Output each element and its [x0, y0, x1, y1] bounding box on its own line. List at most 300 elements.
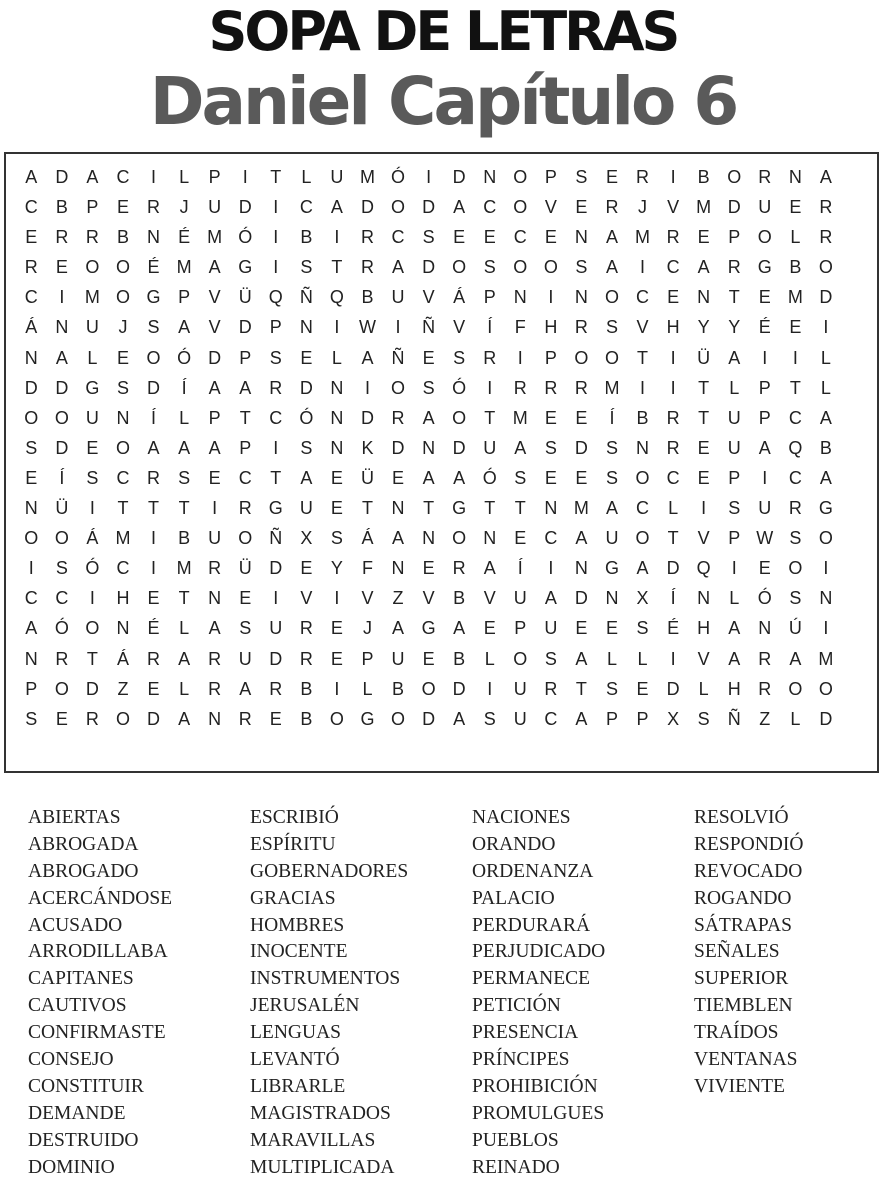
grid-cell[interactable]: G — [818, 498, 833, 519]
grid-cell[interactable]: B — [697, 167, 710, 187]
grid-cell[interactable]: A — [208, 377, 221, 398]
grid-cell[interactable]: E — [55, 708, 68, 729]
grid-cell[interactable]: Ñ — [727, 708, 741, 729]
grid-cell[interactable]: D — [422, 708, 436, 729]
grid-cell[interactable]: F — [361, 558, 373, 579]
grid-cell[interactable]: E — [514, 528, 527, 549]
grid-cell[interactable]: C — [513, 227, 527, 248]
grid-cell[interactable]: O — [391, 377, 406, 398]
grid-cell[interactable]: A — [453, 708, 466, 729]
grid-cell[interactable]: T — [361, 498, 373, 519]
grid-cell[interactable]: A — [728, 648, 741, 669]
grid-cell[interactable]: S — [25, 708, 38, 729]
grid-cell[interactable]: L — [698, 678, 709, 699]
grid-cell[interactable]: R — [666, 227, 680, 248]
grid-cell[interactable]: R — [452, 558, 466, 579]
grid-cell[interactable]: R — [666, 407, 680, 428]
grid-cell[interactable]: P — [728, 227, 741, 248]
grid-cell[interactable]: É — [178, 227, 191, 248]
grid-cell[interactable]: C — [483, 197, 497, 218]
grid-cell[interactable]: E — [25, 227, 38, 248]
grid-cell[interactable]: A — [239, 678, 252, 699]
grid-cell[interactable]: E — [300, 347, 313, 368]
grid-cell[interactable]: I — [548, 287, 554, 308]
grid-cell[interactable]: L — [729, 588, 740, 609]
grid-cell[interactable]: U — [299, 498, 313, 519]
grid-cell[interactable]: E — [147, 588, 160, 609]
grid-cell[interactable]: I — [823, 317, 829, 338]
grid-cell[interactable]: C — [544, 708, 558, 729]
grid-cell[interactable]: P — [25, 678, 38, 699]
grid-cell[interactable]: E — [544, 467, 557, 488]
grid-cell[interactable]: L — [729, 377, 740, 398]
grid-cell[interactable]: I — [212, 498, 218, 519]
grid-cell[interactable]: B — [453, 588, 466, 609]
grid-cell[interactable]: Q — [329, 287, 344, 308]
grid-cell[interactable]: L — [790, 227, 801, 248]
grid-cell[interactable]: S — [86, 467, 99, 488]
grid-cell[interactable]: E — [483, 618, 496, 639]
grid-cell[interactable]: S — [453, 347, 466, 368]
grid-cell[interactable]: A — [208, 437, 221, 458]
grid-cell[interactable]: P — [239, 347, 252, 368]
grid-cell[interactable]: U — [605, 528, 619, 549]
grid-cell[interactable]: C — [788, 467, 802, 488]
grid-cell[interactable]: A — [453, 618, 466, 639]
grid-cell[interactable]: N — [330, 407, 344, 428]
grid-cell[interactable]: V — [453, 317, 466, 338]
grid-cell[interactable]: N — [24, 347, 38, 368]
grid-cell[interactable]: R — [544, 678, 558, 699]
grid-cell[interactable]: I — [89, 498, 95, 519]
grid-cell[interactable]: P — [514, 618, 527, 639]
grid-cell[interactable]: T — [575, 678, 587, 699]
grid-cell[interactable]: P — [758, 377, 771, 398]
grid-cell[interactable]: I — [640, 377, 646, 398]
grid-cell[interactable]: U — [727, 437, 741, 458]
grid-cell[interactable]: M — [635, 227, 651, 248]
grid-cell[interactable]: É — [147, 618, 160, 639]
grid-cell[interactable]: E — [605, 618, 618, 639]
grid-cell[interactable]: G — [604, 558, 619, 579]
grid-cell[interactable]: O — [513, 197, 528, 218]
grid-cell[interactable]: N — [758, 618, 772, 639]
grid-cell[interactable]: S — [789, 528, 802, 549]
grid-cell[interactable]: V — [636, 317, 649, 338]
grid-cell[interactable]: T — [86, 648, 98, 669]
grid-cell[interactable]: Í — [151, 407, 157, 428]
grid-cell[interactable]: O — [54, 407, 69, 428]
grid-cell[interactable]: T — [178, 588, 190, 609]
grid-cell[interactable]: I — [762, 347, 768, 368]
grid-cell[interactable]: T — [239, 407, 251, 428]
grid-cell[interactable]: R — [238, 498, 252, 519]
grid-cell[interactable]: O — [452, 257, 467, 278]
grid-cell[interactable]: E — [697, 227, 710, 248]
grid-cell[interactable]: O — [818, 528, 833, 549]
grid-cell[interactable]: S — [544, 648, 557, 669]
grid-cell[interactable]: D — [422, 197, 436, 218]
grid-cell[interactable]: O — [635, 467, 650, 488]
grid-cell[interactable]: E — [758, 558, 771, 579]
grid-cell[interactable]: N — [147, 227, 161, 248]
grid-cell[interactable]: M — [115, 528, 131, 549]
grid-cell[interactable]: G — [452, 498, 467, 519]
grid-cell[interactable]: T — [667, 528, 679, 549]
grid-cell[interactable]: S — [147, 317, 160, 338]
grid-cell[interactable]: R — [360, 227, 374, 248]
grid-cell[interactable]: R — [636, 167, 650, 187]
grid-cell[interactable]: D — [208, 347, 222, 368]
grid-cell[interactable]: A — [605, 498, 618, 519]
grid-cell[interactable]: R — [819, 197, 833, 218]
grid-cell[interactable]: T — [728, 287, 740, 308]
grid-cell[interactable]: L — [484, 648, 495, 669]
grid-cell[interactable]: O — [238, 528, 253, 549]
grid-cell[interactable]: B — [55, 197, 68, 218]
grid-cell[interactable]: R — [727, 257, 741, 278]
grid-cell[interactable]: A — [605, 257, 618, 278]
grid-cell[interactable]: É — [147, 257, 160, 278]
grid-cell[interactable]: D — [55, 167, 69, 187]
grid-cell[interactable]: B — [300, 227, 313, 248]
grid-cell[interactable]: A — [544, 588, 557, 609]
grid-cell[interactable]: O — [115, 287, 130, 308]
grid-cell[interactable]: E — [789, 317, 802, 338]
grid-cell[interactable]: A — [758, 437, 771, 458]
grid-cell[interactable]: L — [606, 648, 617, 669]
grid-cell[interactable]: T — [514, 498, 526, 519]
grid-cell[interactable]: A — [636, 558, 649, 579]
grid-cell[interactable]: U — [513, 678, 527, 699]
grid-cell[interactable]: E — [55, 257, 68, 278]
grid-cell[interactable]: A — [422, 407, 435, 428]
grid-cell[interactable]: J — [179, 197, 189, 218]
grid-cell[interactable]: S — [636, 618, 649, 639]
grid-cell[interactable]: T — [698, 407, 710, 428]
grid-cell[interactable]: N — [636, 437, 650, 458]
grid-cell[interactable]: H — [697, 618, 711, 639]
grid-cell[interactable]: M — [604, 377, 620, 398]
grid-cell[interactable]: N — [574, 558, 588, 579]
grid-cell[interactable]: S — [116, 377, 129, 398]
grid-cell[interactable]: V — [483, 588, 496, 609]
grid-cell[interactable]: T — [789, 377, 801, 398]
grid-cell[interactable]: R — [544, 377, 558, 398]
grid-cell[interactable]: V — [422, 287, 435, 308]
grid-cell[interactable]: E — [208, 467, 221, 488]
grid-cell[interactable]: Í — [609, 407, 615, 428]
grid-cell[interactable]: E — [116, 197, 129, 218]
grid-cell[interactable]: S — [575, 257, 588, 278]
grid-cell[interactable]: J — [118, 317, 128, 338]
grid-cell[interactable]: U — [758, 498, 772, 519]
grid-cell[interactable]: I — [426, 167, 432, 187]
grid-cell[interactable]: E — [636, 678, 649, 699]
grid-cell[interactable]: E — [575, 197, 588, 218]
grid-cell[interactable]: E — [330, 648, 343, 669]
grid-cell[interactable]: G — [146, 287, 161, 308]
grid-cell[interactable]: E — [697, 437, 710, 458]
grid-cell[interactable]: C — [24, 287, 38, 308]
grid-cell[interactable]: Y — [697, 317, 710, 338]
grid-cell[interactable]: R — [391, 407, 405, 428]
grid-cell[interactable]: D — [666, 558, 680, 579]
grid-cell[interactable]: U — [391, 648, 405, 669]
grid-cell[interactable]: Ñ — [299, 287, 313, 308]
grid-cell[interactable]: R — [299, 618, 313, 639]
grid-cell[interactable]: I — [273, 437, 279, 458]
grid-cell[interactable]: C — [116, 167, 130, 187]
grid-cell[interactable]: A — [147, 437, 160, 458]
grid-cell[interactable]: R — [758, 167, 772, 187]
grid-cell[interactable]: E — [330, 618, 343, 639]
grid-cell[interactable]: I — [487, 377, 493, 398]
grid-cell[interactable]: A — [392, 257, 405, 278]
grid-cell[interactable]: O — [146, 347, 161, 368]
grid-cell[interactable]: I — [273, 197, 279, 218]
grid-cell[interactable]: P — [758, 407, 771, 428]
grid-cell[interactable]: A — [728, 347, 741, 368]
grid-cell[interactable]: U — [85, 407, 99, 428]
grid-cell[interactable]: E — [147, 678, 160, 699]
grid-cell[interactable]: S — [483, 257, 496, 278]
grid-cell[interactable]: N — [513, 287, 527, 308]
grid-cell[interactable]: S — [239, 618, 252, 639]
grid-cell[interactable]: N — [116, 407, 130, 428]
grid-cell[interactable]: I — [334, 678, 340, 699]
grid-cell[interactable]: O — [54, 678, 69, 699]
grid-cell[interactable]: I — [792, 347, 798, 368]
grid-cell[interactable]: E — [544, 407, 557, 428]
grid-cell[interactable]: D — [391, 437, 405, 458]
grid-cell[interactable]: S — [330, 528, 343, 549]
grid-cell[interactable]: Ú — [788, 618, 802, 639]
grid-cell[interactable]: A — [25, 618, 38, 639]
grid-cell[interactable]: Á — [86, 528, 99, 549]
grid-cell[interactable]: Á — [25, 317, 38, 338]
grid-cell[interactable]: B — [116, 227, 129, 248]
grid-cell[interactable]: I — [731, 558, 737, 579]
grid-cell[interactable]: I — [670, 347, 676, 368]
grid-cell[interactable]: C — [269, 407, 283, 428]
grid-cell[interactable]: A — [453, 197, 466, 218]
grid-cell[interactable]: R — [788, 498, 802, 519]
grid-cell[interactable]: R — [238, 708, 252, 729]
grid-cell[interactable]: O — [635, 528, 650, 549]
grid-cell[interactable]: D — [422, 257, 436, 278]
grid-cell[interactable]: P — [361, 648, 374, 669]
grid-cell[interactable]: Í — [181, 377, 187, 398]
grid-cell[interactable]: P — [605, 708, 618, 729]
grid-cell[interactable]: V — [300, 588, 313, 609]
grid-cell[interactable]: E — [330, 467, 343, 488]
grid-cell[interactable]: U — [330, 167, 344, 187]
grid-cell[interactable]: E — [330, 498, 343, 519]
grid-cell[interactable]: S — [422, 227, 435, 248]
grid-cell[interactable]: N — [391, 558, 405, 579]
grid-cell[interactable]: I — [670, 377, 676, 398]
grid-cell[interactable]: E — [422, 558, 435, 579]
grid-cell[interactable]: C — [666, 467, 680, 488]
grid-cell[interactable]: U — [208, 197, 222, 218]
grid-cell[interactable]: F — [514, 317, 526, 338]
grid-cell[interactable]: M — [207, 227, 223, 248]
grid-cell[interactable]: U — [727, 407, 741, 428]
grid-cell[interactable]: O — [24, 407, 39, 428]
grid-cell[interactable]: N — [55, 317, 69, 338]
grid-cell[interactable]: R — [147, 648, 161, 669]
grid-cell[interactable]: N — [483, 528, 497, 549]
grid-cell[interactable]: N — [24, 498, 38, 519]
grid-cell[interactable]: Ñ — [269, 528, 283, 549]
grid-cell[interactable]: T — [270, 167, 282, 187]
grid-cell[interactable]: C — [299, 197, 313, 218]
grid-cell[interactable]: D — [574, 588, 588, 609]
grid-cell[interactable]: R — [24, 257, 38, 278]
grid-cell[interactable]: E — [239, 588, 252, 609]
grid-cell[interactable]: D — [24, 377, 38, 398]
grid-cell[interactable]: I — [640, 257, 646, 278]
grid-cell[interactable]: D — [819, 287, 833, 308]
grid-cell[interactable]: R — [574, 377, 588, 398]
grid-cell[interactable]: Í — [670, 588, 676, 609]
grid-cell[interactable]: O — [115, 257, 130, 278]
grid-cell[interactable]: B — [300, 678, 313, 699]
grid-cell[interactable]: I — [823, 558, 829, 579]
grid-cell[interactable]: R — [269, 377, 283, 398]
grid-cell[interactable]: U — [758, 197, 772, 218]
grid-cell[interactable]: O — [818, 678, 833, 699]
grid-cell[interactable]: Ó — [238, 227, 253, 248]
grid-cell[interactable]: D — [819, 708, 833, 729]
grid-cell[interactable]: A — [55, 347, 68, 368]
grid-cell[interactable]: D — [55, 377, 69, 398]
grid-cell[interactable]: A — [789, 648, 802, 669]
grid-cell[interactable]: G — [268, 498, 283, 519]
grid-cell[interactable]: Q — [788, 437, 803, 458]
grid-cell[interactable]: C — [116, 558, 130, 579]
grid-cell[interactable]: P — [208, 167, 221, 187]
grid-cell[interactable]: Ó — [391, 167, 406, 187]
grid-cell[interactable]: A — [208, 618, 221, 639]
grid-cell[interactable]: N — [24, 648, 38, 669]
grid-cell[interactable]: O — [818, 257, 833, 278]
grid-cell[interactable]: H — [116, 588, 130, 609]
grid-cell[interactable]: H — [544, 317, 558, 338]
grid-cell[interactable]: T — [331, 257, 343, 278]
grid-cell[interactable]: X — [667, 708, 680, 729]
grid-cell[interactable]: I — [89, 588, 95, 609]
grid-cell[interactable]: O — [604, 347, 619, 368]
grid-cell[interactable]: T — [637, 347, 649, 368]
grid-cell[interactable]: Á — [453, 287, 466, 308]
grid-cell[interactable]: A — [239, 377, 252, 398]
grid-cell[interactable]: S — [422, 377, 435, 398]
grid-cell[interactable]: R — [574, 317, 588, 338]
grid-cell[interactable]: L — [820, 347, 831, 368]
grid-cell[interactable]: I — [395, 317, 401, 338]
grid-cell[interactable]: I — [548, 558, 554, 579]
grid-cell[interactable]: T — [178, 498, 190, 519]
grid-cell[interactable]: L — [179, 407, 190, 428]
grid-cell[interactable]: Z — [392, 588, 404, 609]
grid-cell[interactable]: Ó — [757, 588, 772, 609]
grid-cell[interactable]: Á — [361, 528, 374, 549]
grid-cell[interactable]: S — [483, 708, 496, 729]
grid-cell[interactable]: U — [85, 317, 99, 338]
grid-cell[interactable]: V — [361, 588, 374, 609]
grid-cell[interactable]: Y — [728, 317, 741, 338]
grid-cell[interactable]: O — [788, 558, 803, 579]
grid-cell[interactable]: L — [820, 377, 831, 398]
grid-cell[interactable]: B — [636, 407, 649, 428]
grid-cell[interactable]: B — [453, 648, 466, 669]
grid-cell[interactable]: B — [789, 257, 802, 278]
grid-cell[interactable]: D — [299, 377, 313, 398]
grid-cell[interactable]: R — [147, 467, 161, 488]
grid-cell[interactable]: N — [208, 588, 222, 609]
grid-cell[interactable]: U — [208, 528, 222, 549]
grid-cell[interactable]: Ü — [697, 347, 711, 368]
grid-cell[interactable]: E — [544, 227, 557, 248]
grid-cell[interactable]: A — [300, 467, 313, 488]
grid-cell[interactable]: L — [179, 678, 190, 699]
grid-cell[interactable]: I — [334, 227, 340, 248]
grid-cell[interactable]: U — [513, 708, 527, 729]
grid-cell[interactable]: A — [605, 227, 618, 248]
grid-cell[interactable]: O — [452, 528, 467, 549]
grid-cell[interactable]: S — [178, 467, 191, 488]
grid-cell[interactable]: D — [452, 167, 466, 187]
grid-cell[interactable]: Í — [59, 467, 65, 488]
grid-cell[interactable]: I — [334, 317, 340, 338]
grid-cell[interactable]: R — [758, 648, 772, 669]
grid-cell[interactable]: Ñ — [422, 317, 436, 338]
grid-cell[interactable]: E — [422, 648, 435, 669]
grid-cell[interactable]: I — [59, 287, 65, 308]
grid-cell[interactable]: O — [391, 197, 406, 218]
grid-cell[interactable]: B — [300, 708, 313, 729]
grid-cell[interactable]: E — [575, 618, 588, 639]
grid-cell[interactable]: R — [147, 197, 161, 218]
grid-cell[interactable]: Ü — [238, 287, 252, 308]
grid-cell[interactable]: G — [757, 257, 772, 278]
grid-cell[interactable]: Ó — [452, 377, 467, 398]
grid-cell[interactable]: I — [487, 678, 493, 699]
grid-cell[interactable]: O — [757, 227, 772, 248]
grid-cell[interactable]: E — [667, 287, 680, 308]
grid-cell[interactable]: N — [116, 618, 130, 639]
grid-cell[interactable]: A — [178, 648, 191, 669]
grid-cell[interactable]: R — [819, 227, 833, 248]
grid-cell[interactable]: S — [300, 257, 313, 278]
grid-cell[interactable]: P — [208, 407, 221, 428]
grid-cell[interactable]: L — [362, 678, 373, 699]
grid-cell[interactable]: Ü — [55, 498, 69, 519]
grid-cell[interactable]: A — [575, 708, 588, 729]
grid-cell[interactable]: M — [512, 407, 528, 428]
grid-cell[interactable]: P — [86, 197, 99, 218]
grid-cell[interactable]: P — [728, 528, 741, 549]
grid-cell[interactable]: V — [422, 588, 435, 609]
grid-cell[interactable]: N — [422, 528, 436, 549]
grid-cell[interactable]: I — [364, 377, 370, 398]
grid-cell[interactable]: D — [360, 407, 374, 428]
grid-cell[interactable]: Ó — [299, 407, 314, 428]
grid-cell[interactable]: O — [391, 708, 406, 729]
grid-cell[interactable]: L — [87, 347, 98, 368]
